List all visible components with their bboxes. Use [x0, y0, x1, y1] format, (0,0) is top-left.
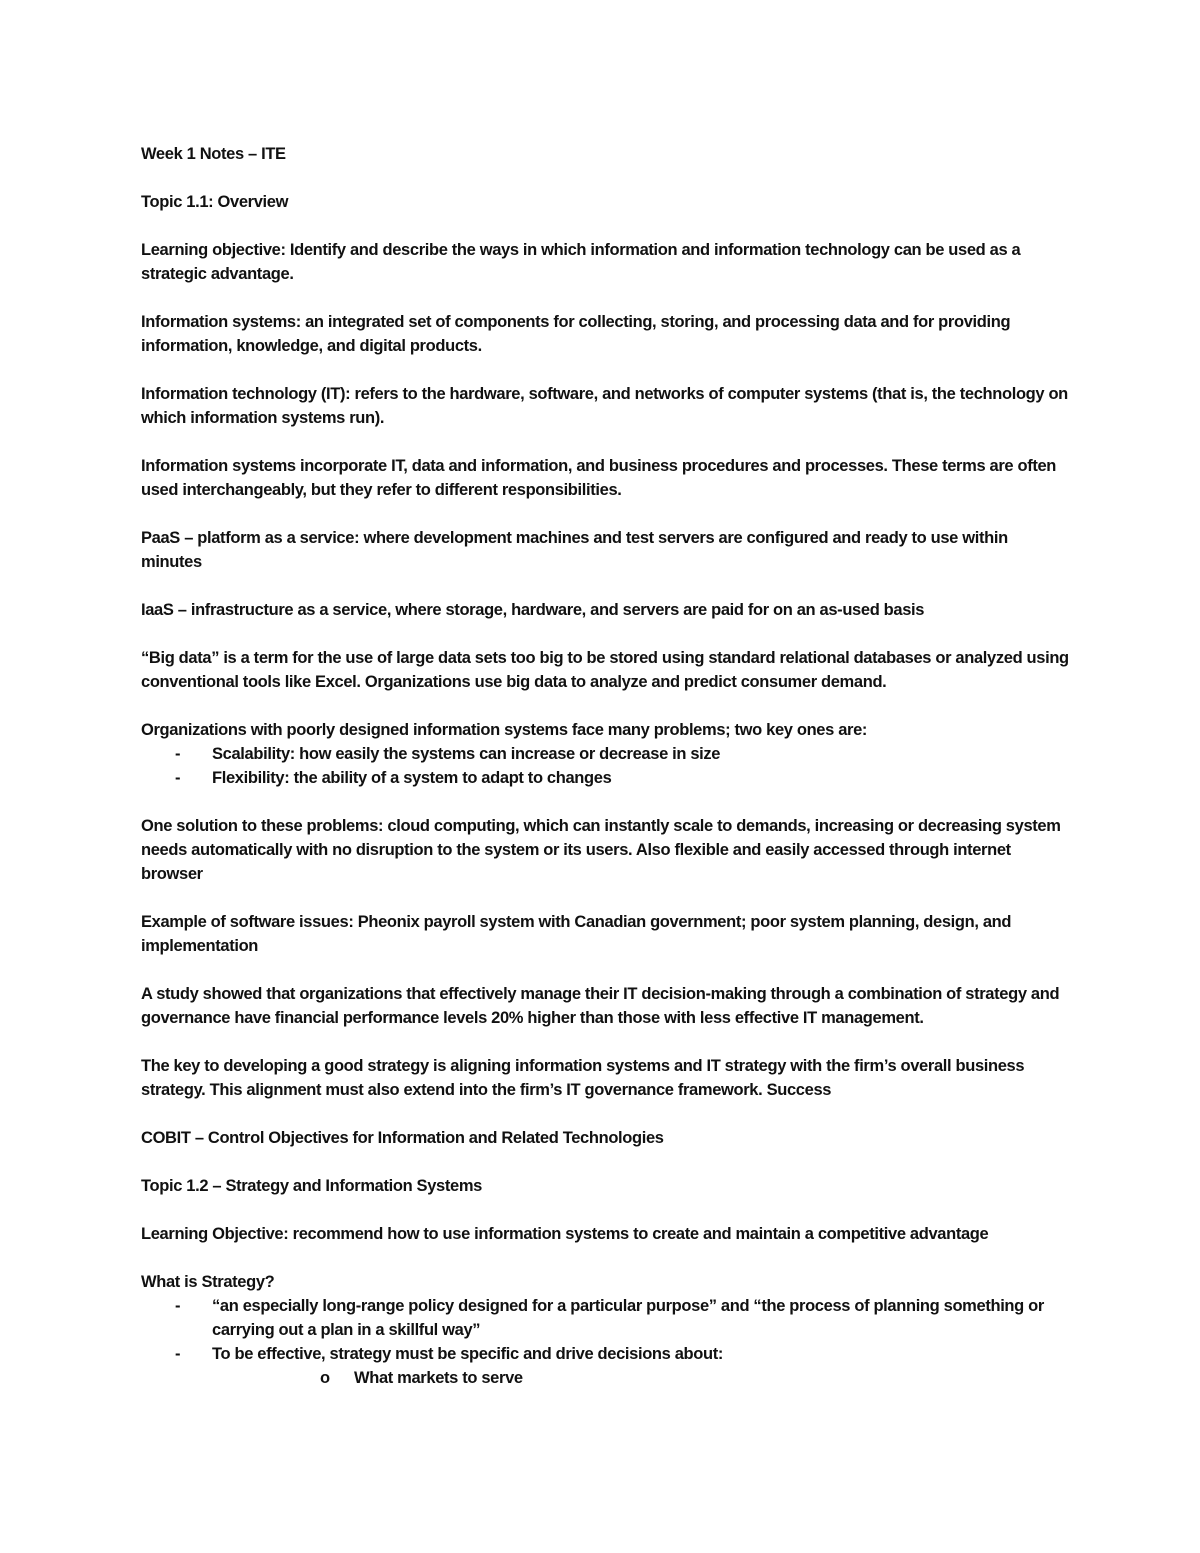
big-data-paragraph: “Big data” is a term for the use of large data sets too big to be stored using standard relational databases or analyzed using conventional tools like Excel. Organizations use big data to analyze and predict consumer demand. — [141, 649, 1069, 691]
topic-heading-1-2: Topic 1.2 – Strategy and Information Systems — [141, 1177, 482, 1195]
systems-incorporate-paragraph: Information systems incorporate IT, data and information, and business procedures and processes. These terms are often used interchangeably, but they refer to different responsibilities. — [141, 457, 1057, 499]
information-technology-paragraph: Information technology (IT): refers to the hardware, software, and networks of computer systems (that is, the technology on which information systems run). — [141, 385, 1068, 427]
strategy-sublist — [212, 1366, 1071, 1390]
dash-bullet: - — [175, 745, 181, 763]
list-item — [141, 766, 1071, 790]
list-item — [141, 1294, 1071, 1342]
iaas-paragraph: IaaS – infrastructure as a service, where storage, hardware, and servers are paid for on an as-used basis — [141, 601, 925, 619]
paas-paragraph: PaaS – platform as a service: where development machines and test servers are configured and ready to use within minutes — [141, 529, 1008, 571]
list-item-text: To be effective, strategy must be specific and drive decisions about: — [212, 1345, 724, 1363]
learning-objective-2-paragraph: Learning Objective: recommend how to use information systems to create and maintain a competitive advantage — [141, 1225, 989, 1243]
topic-heading-1-1: Topic 1.1: Overview — [141, 193, 289, 211]
dash-bullet: - — [175, 769, 181, 787]
problems-list — [141, 742, 1071, 790]
cloud-solution-paragraph: One solution to these problems: cloud computing, which can instantly scale to demands, increasing or decreasing system needs automatically with no disruption to the system or its users. Also flexible and easily accessed through internet browser — [141, 817, 1061, 883]
key-strategy-paragraph: The key to developing a good strategy is aligning information systems and IT strategy with the firm’s overall business strategy. This alignment must also extend into the firm’s IT governance framework. Success — [141, 1057, 1025, 1099]
list-item-text: Scalability: how easily the systems can increase or decrease in size — [212, 745, 721, 763]
study-paragraph: A study showed that organizations that effectively manage their IT decision-making through a combination of strategy and governance have financial performance levels 20% higher than those with less effective IT management. — [141, 985, 1060, 1027]
information-systems-paragraph: Information systems: an integrated set of components for collecting, storing, and processing data and for providing information, knowledge, and digital products. — [141, 313, 1011, 355]
dash-bullet: - — [175, 1297, 181, 1315]
problems-intro: Organizations with poorly designed information systems face many problems; two key ones are: — [141, 721, 868, 739]
strategy-list — [141, 1294, 1071, 1390]
list-item-text: Flexibility: the ability of a system to adapt to changes — [212, 769, 612, 787]
document-title: Week 1 Notes – ITE — [141, 145, 286, 163]
document-body — [141, 142, 1071, 1414]
circle-bullet: o — [320, 1369, 330, 1387]
what-is-strategy-heading: What is Strategy? — [141, 1273, 275, 1291]
software-issues-paragraph: Example of software issues: Pheonix payroll system with Canadian government; poor system planning, design, and implementation — [141, 913, 1012, 955]
list-item-text: “an especially long-range policy designed for a particular purpose” and “the process of planning something or carrying out a plan in a skillful way” — [212, 1297, 1044, 1339]
sublist-item — [212, 1366, 1071, 1390]
learning-objective-paragraph: Learning objective: Identify and describe the ways in which information and information technology can be used as a strategic advantage. — [141, 241, 1021, 283]
dash-bullet: - — [175, 1345, 181, 1363]
sublist-item-text: What markets to serve — [354, 1369, 523, 1387]
list-item — [141, 742, 1071, 766]
list-item — [141, 1342, 1071, 1390]
cobit-paragraph: COBIT – Control Objectives for Information and Related Technologies — [141, 1129, 664, 1147]
